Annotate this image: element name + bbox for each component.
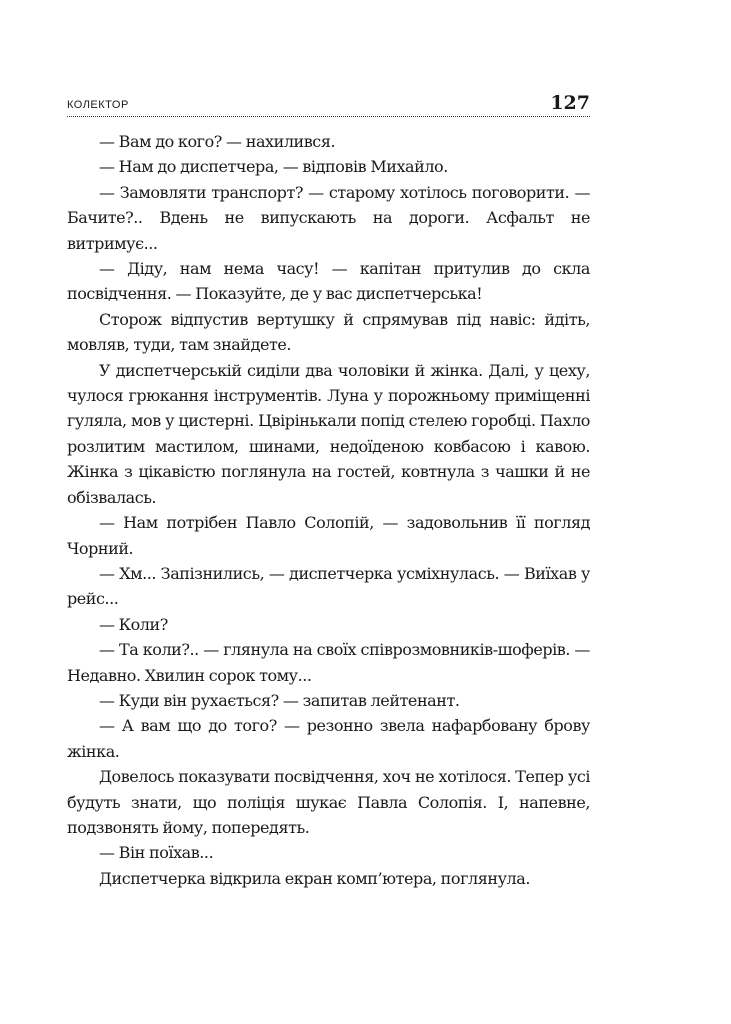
paragraph: — А вам що до того? — резонно звела нафарбовану брову жінка. bbox=[67, 716, 590, 761]
paragraph: — Нам потрібен Павло Солопій, — задовольнив її погляд Чорний. bbox=[67, 513, 590, 558]
paragraph: Сторож відпустив вертушку й спрямував під навіс: йдіть, мовляв, туди, там знайдете. bbox=[67, 309, 590, 355]
header-rule bbox=[67, 116, 590, 117]
book-title: КОЛЕКТОР bbox=[67, 99, 129, 111]
book-page bbox=[67, 88, 590, 891]
paragraph: — Хм... Запізнились, — диспетчерка усміхнулась. — Виїхав у рейс... bbox=[67, 563, 590, 609]
paragraph: — Нам до диспетчера, — відповів Михайло. bbox=[99, 157, 448, 177]
paragraph: У диспетчерській сиділи два чоловіки й жінка. Далі, у цеху, чулося грюкання інструментів. Луна у порожньому приміщенні гуляла, мов у цистерні. Цвірінькали попід стелею горобці. Пахло розлитим мастилом, шинами, недоїденою ковбасою і кавою. Жінка з цікавістю поглянула на гостей, ковтнула з чашки й не обізвалась. bbox=[67, 360, 590, 507]
paragraph: — Коли? bbox=[99, 614, 168, 634]
paragraph: — Замовляти транспорт? — старому хотілось поговорити. — Бачите?.. Вдень не випускають на дороги. Асфальт не витримує... bbox=[67, 182, 590, 253]
page-number: 127 bbox=[550, 92, 590, 114]
paragraph: Диспетчерка відкрила екран комп’ютера, поглянула. bbox=[99, 868, 530, 888]
paragraph: — Куди він рухається? — запитав лейтенант. bbox=[99, 690, 460, 710]
paragraph: Довелось показувати посвідчення, хоч не хотілося. Тепер усі будуть знати, що поліція шукає Павла Солопія. І, напевне, подзвонять йому, попередять. bbox=[67, 767, 590, 837]
paragraph: — Діду, нам нема часу! — капітан притулив до скла посвідчення. — Показуйте, де у вас диспетчерська! bbox=[67, 259, 590, 304]
body-text bbox=[67, 129, 590, 891]
paragraph: — Він поїхав... bbox=[99, 843, 214, 863]
running-header bbox=[67, 88, 590, 116]
paragraph: — Та коли?.. — глянула на своїх співрозмовників-шоферів. — Недавно. Хвилин сорок тому... bbox=[67, 640, 590, 685]
paragraph: — Вам до кого? — нахилився. bbox=[99, 132, 336, 151]
